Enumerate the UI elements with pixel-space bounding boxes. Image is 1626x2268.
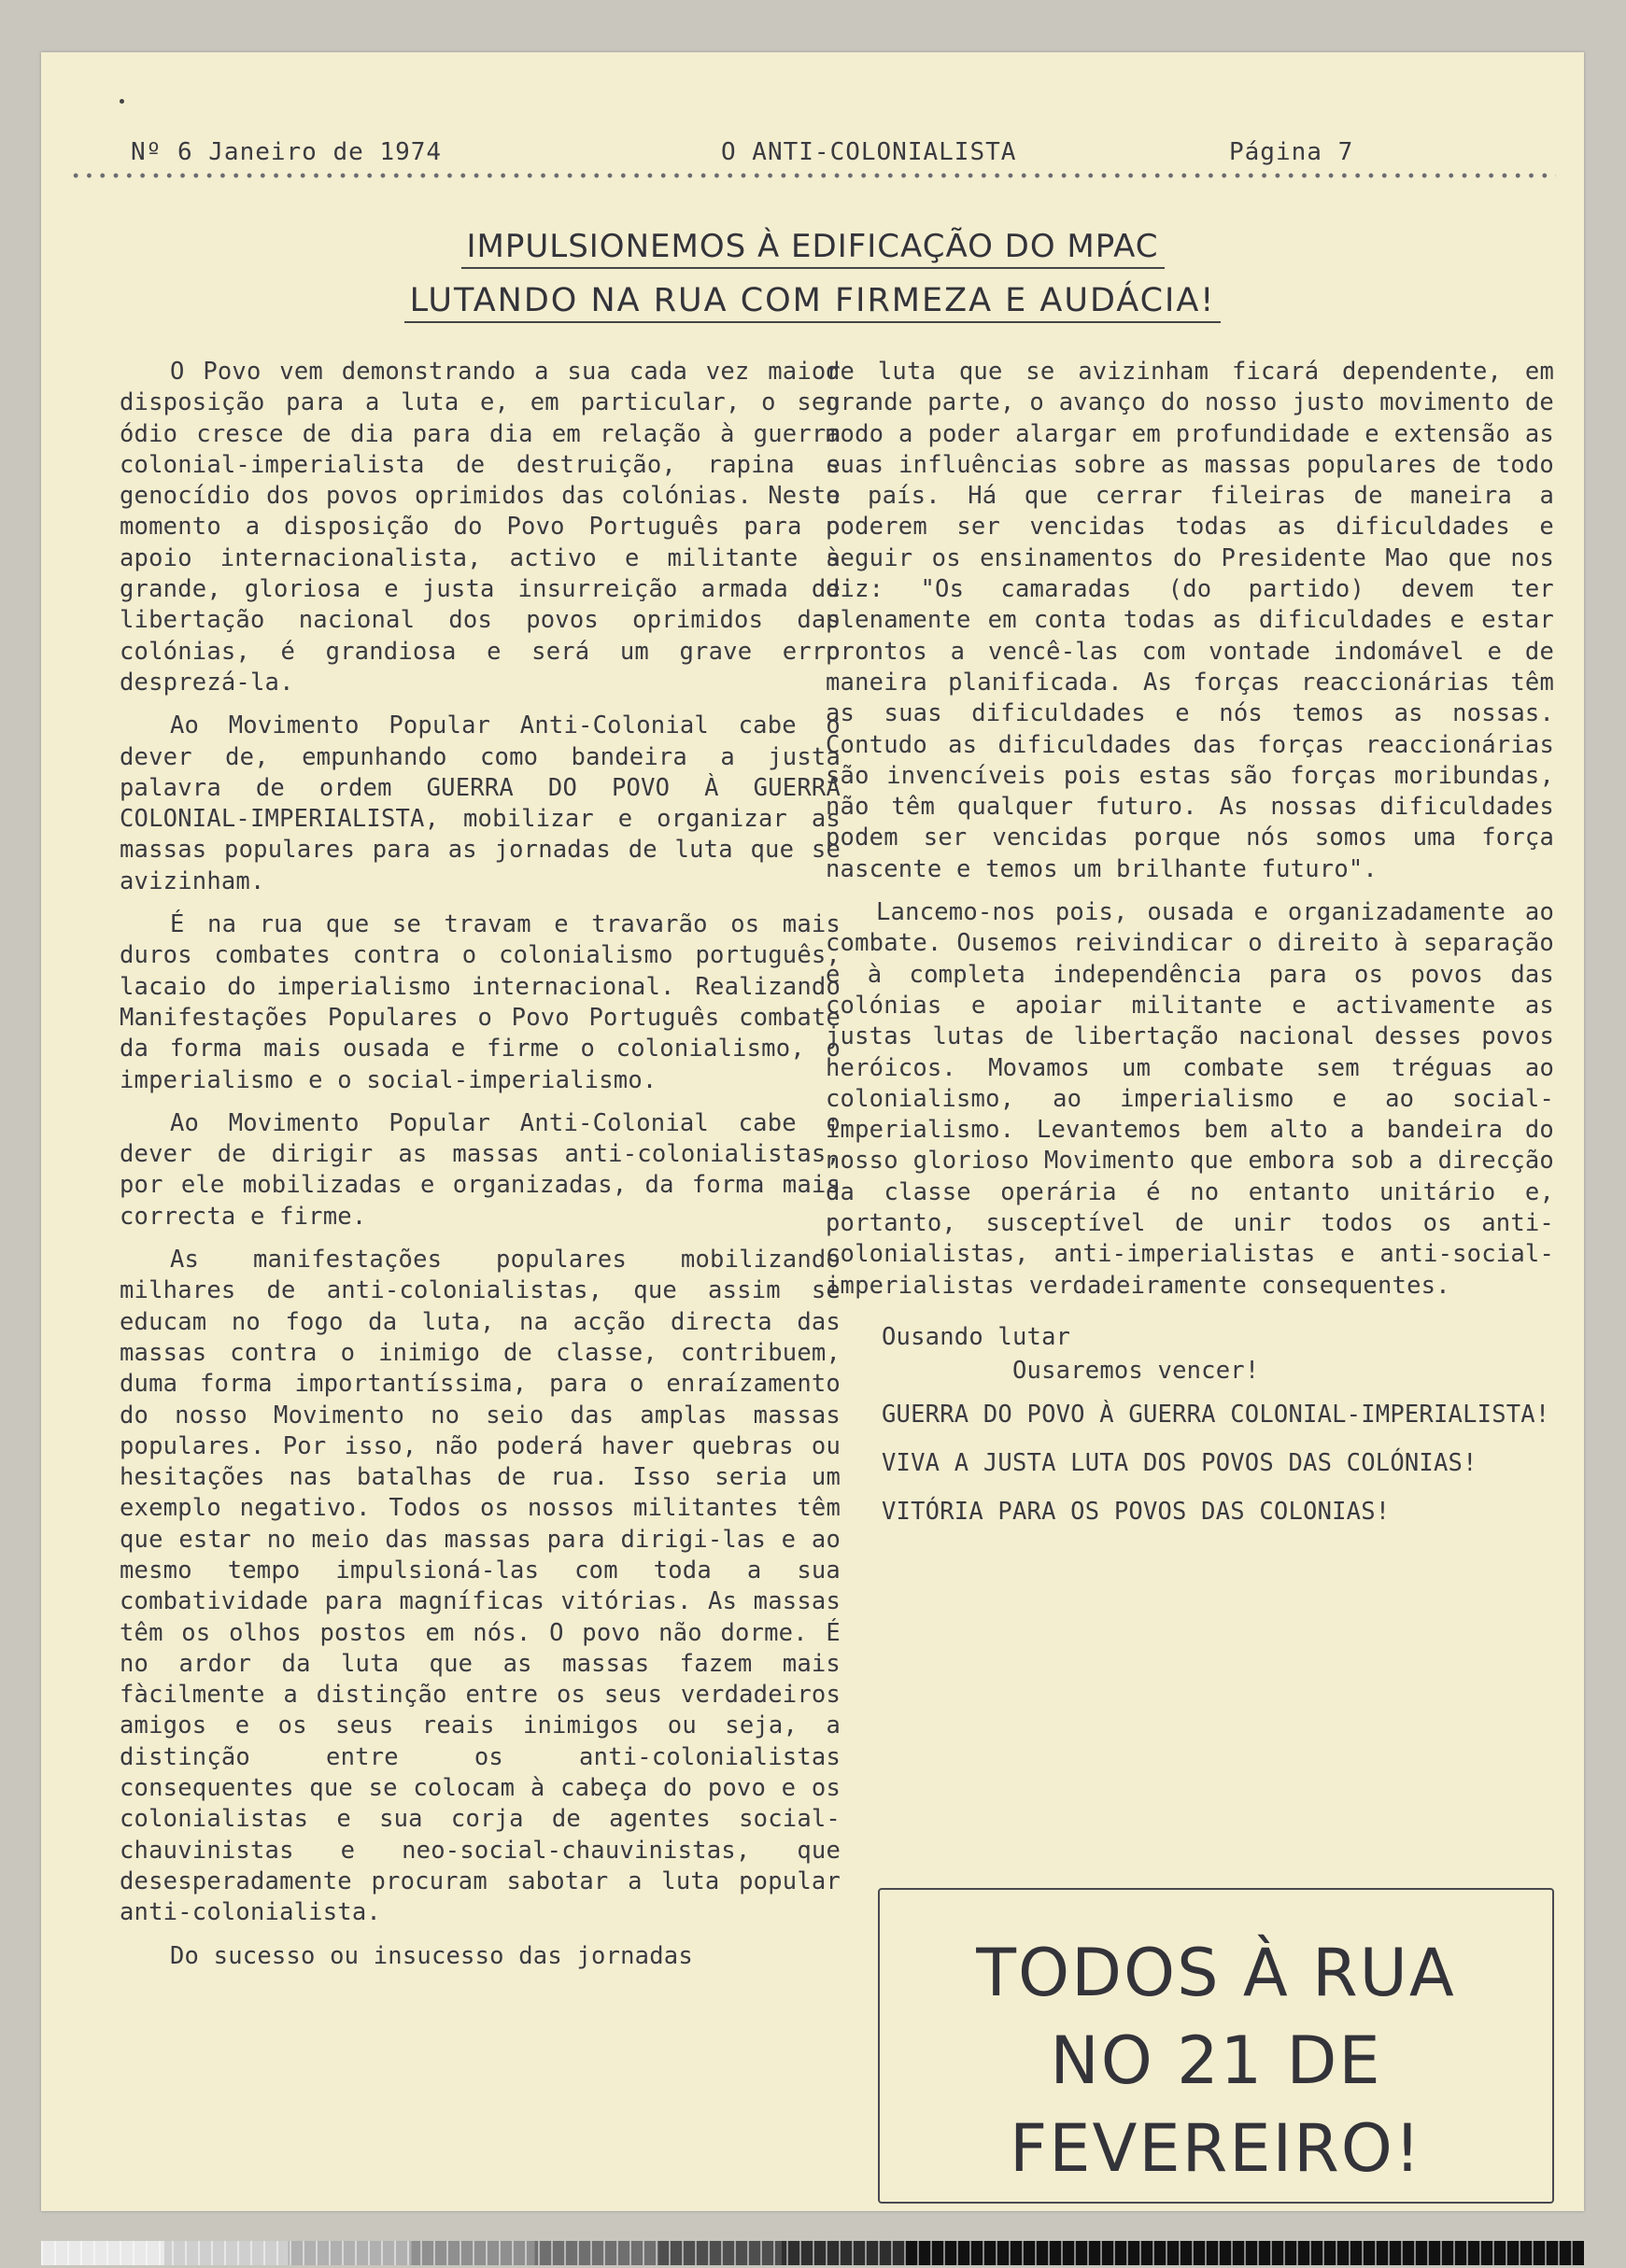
slogan: VIVA A JUSTA LUTA DOS POVOS DAS COLÓNIAS! [882, 1448, 1478, 1477]
dotted-divider [69, 172, 1556, 179]
page-header [131, 138, 1522, 176]
callout-line: FEVEREIRO! [1010, 2110, 1422, 2187]
closing-motto [826, 1320, 1554, 1388]
slogan: GUERRA DO POVO À GUERRA COLONIAL-IMPERIALISTA! [882, 1400, 1550, 1429]
paragraph: de luta que se avizinham ficará dependente, em grande parte, o avanço do nosso justo movimento de modo a poder alargar em profundidade e extensão as suas influências sobre as massas populares de todo o país. Há que cerrar fileiras de maneira a poderem ser vencidas todas as dificuldades e seguir os ensinamentos do Presidente Mao que nos diz: "Os camaradas (do partido) devem ter plenamente em conta todas as dificuldades e estar prontos a vencê-las com vontade indomável e de maneira planificada. As forças reaccionárias têm as suas dificuldades e nós temos as nossas. Contudo as dificuldades das forças reaccionárias são invencíveis pois estas são forças moribundas, não têm qualquer futuro. As nossas dificuldades podem ser vencidas porque nós somos uma força nascente e temos um brilhante futuro". [826, 358, 1554, 883]
color-scale-bar [41, 2241, 1584, 2265]
callout-line: TODOS À RUA [976, 1935, 1456, 2011]
paragraph: As manifestações populares mobilizando milhares de anti-colonialistas, que assim se educam no fogo da luta, na acção directa das massas contra o inimigo de classe, contribuem, duma forma importantíssima, para o enraízamento do nosso Movimento no seio das amplas massas populares. Por isso, não poderá haver quebras ou hesitações nas batalhas de rua. Isso seria um exemplo negativo. Todos os nossos militantes têm que estar no meio das massas para dirigi-las e ao mesmo tempo impulsioná-las com toda a sua combatividade para magníficas vitórias. As massas têm os olhos postos em nós. O povo não dorme. É no ardor da luta que as massas fazem mais fàcilmente a distinção entre os seus verdadeiros amigos e os seus reais inimigos ou seja, a distinção entre os anti-colonialistas consequentes que se colocam à cabeça do povo e os colonialistas e sua corja de agentes social-chauvinistas e neo-social-chauvinistas, que desesperadamente procuram sabotar a luta popular anti-colonialista. [120, 1246, 841, 1927]
headline-line-2: LUTANDO NA RUA COM FIRMEZA E AUDÁCIA! [41, 282, 1584, 319]
publication-name: O ANTI-COLONIALISTA [721, 138, 1017, 166]
right-column [826, 357, 1554, 1544]
paragraph: Lancemo-nos pois, ousada e organizadamente ao combate. Ousemos reivindicar o direito à separação e à completa independência para os povos das colónias e apoiar militante e activamente as justas lutas de libertação nacional desses povos heróicos. Movamos um combate sem tréguas ao colonialismo, ao imperialismo e ao social-imperialismo. Levantemos bem alto a bandeira do nosso glorioso Movimento que embora sob a direcção da classe operária é no entanto unitário e, portanto, susceptível de unir todos os anti-colonialistas, anti-imperialistas e anti-social-imperialistas verdadeiramente consequentes. [826, 898, 1554, 1300]
paragraph: Ao Movimento Popular Anti-Colonial cabe o dever de dirigir as massas anti-colonialistas, por ele mobilizadas e organizadas, da forma mais correcta e firme. [120, 1108, 841, 1231]
paragraph: Do sucesso ou insucesso das jornadas [170, 1941, 693, 1970]
paragraph: É na rua que se travam e travarão os mais duros combates contra o colonialismo português, lacaio do imperialismo internacional. Realizando Manifestações Populares o Povo Português combate da forma mais ousada e firme o colonialismo, o imperialismo e o social-imperialismo. [120, 910, 841, 1094]
headline-line-1: IMPULSIONEMOS À EDIFICAÇÃO DO MPAC [41, 228, 1584, 265]
closing-line: Ousaremos vencer! [1012, 1356, 1260, 1385]
page-number: Página 7 [1229, 138, 1354, 166]
paragraph: O Povo vem demonstrando a sua cada vez maior disposição para a luta e, em particular, o seu ódio cresce de dia para dia em relação à guerra colonial-imperialista de destruição, rapina e genocídio dos povos oprimidos das colónias. Neste momento a disposição do Povo Português para o apoio internacionalista, activo e militante à grande, gloriosa e justa insurreição armada de libertação nacional dos povos oprimidos das colónias, é grandiosa e será um grave erro desprezá-la. [120, 358, 841, 697]
callout-box [878, 1888, 1554, 2204]
left-column [120, 357, 841, 1984]
paragraph: Ao Movimento Popular Anti-Colonial cabe o dever de, empunhando como bandeira a justa palavra de ordem GUERRA DO POVO À GUERRA COLONIAL-IMPERIALISTA, mobilizar e organizar as massas populares para as jornadas de luta que se avizinham. [120, 711, 841, 895]
newspaper-page [41, 52, 1584, 2211]
slogan: VITÓRIA PARA OS POVOS DAS COLONIAS! [882, 1497, 1391, 1526]
callout-line: NO 21 DE [1050, 2022, 1382, 2099]
closing-line: Ousando lutar [882, 1322, 1071, 1351]
punch-mark [120, 99, 124, 104]
slogans [826, 1399, 1554, 1528]
issue-date: Nº 6 Janeiro de 1974 [131, 138, 443, 166]
